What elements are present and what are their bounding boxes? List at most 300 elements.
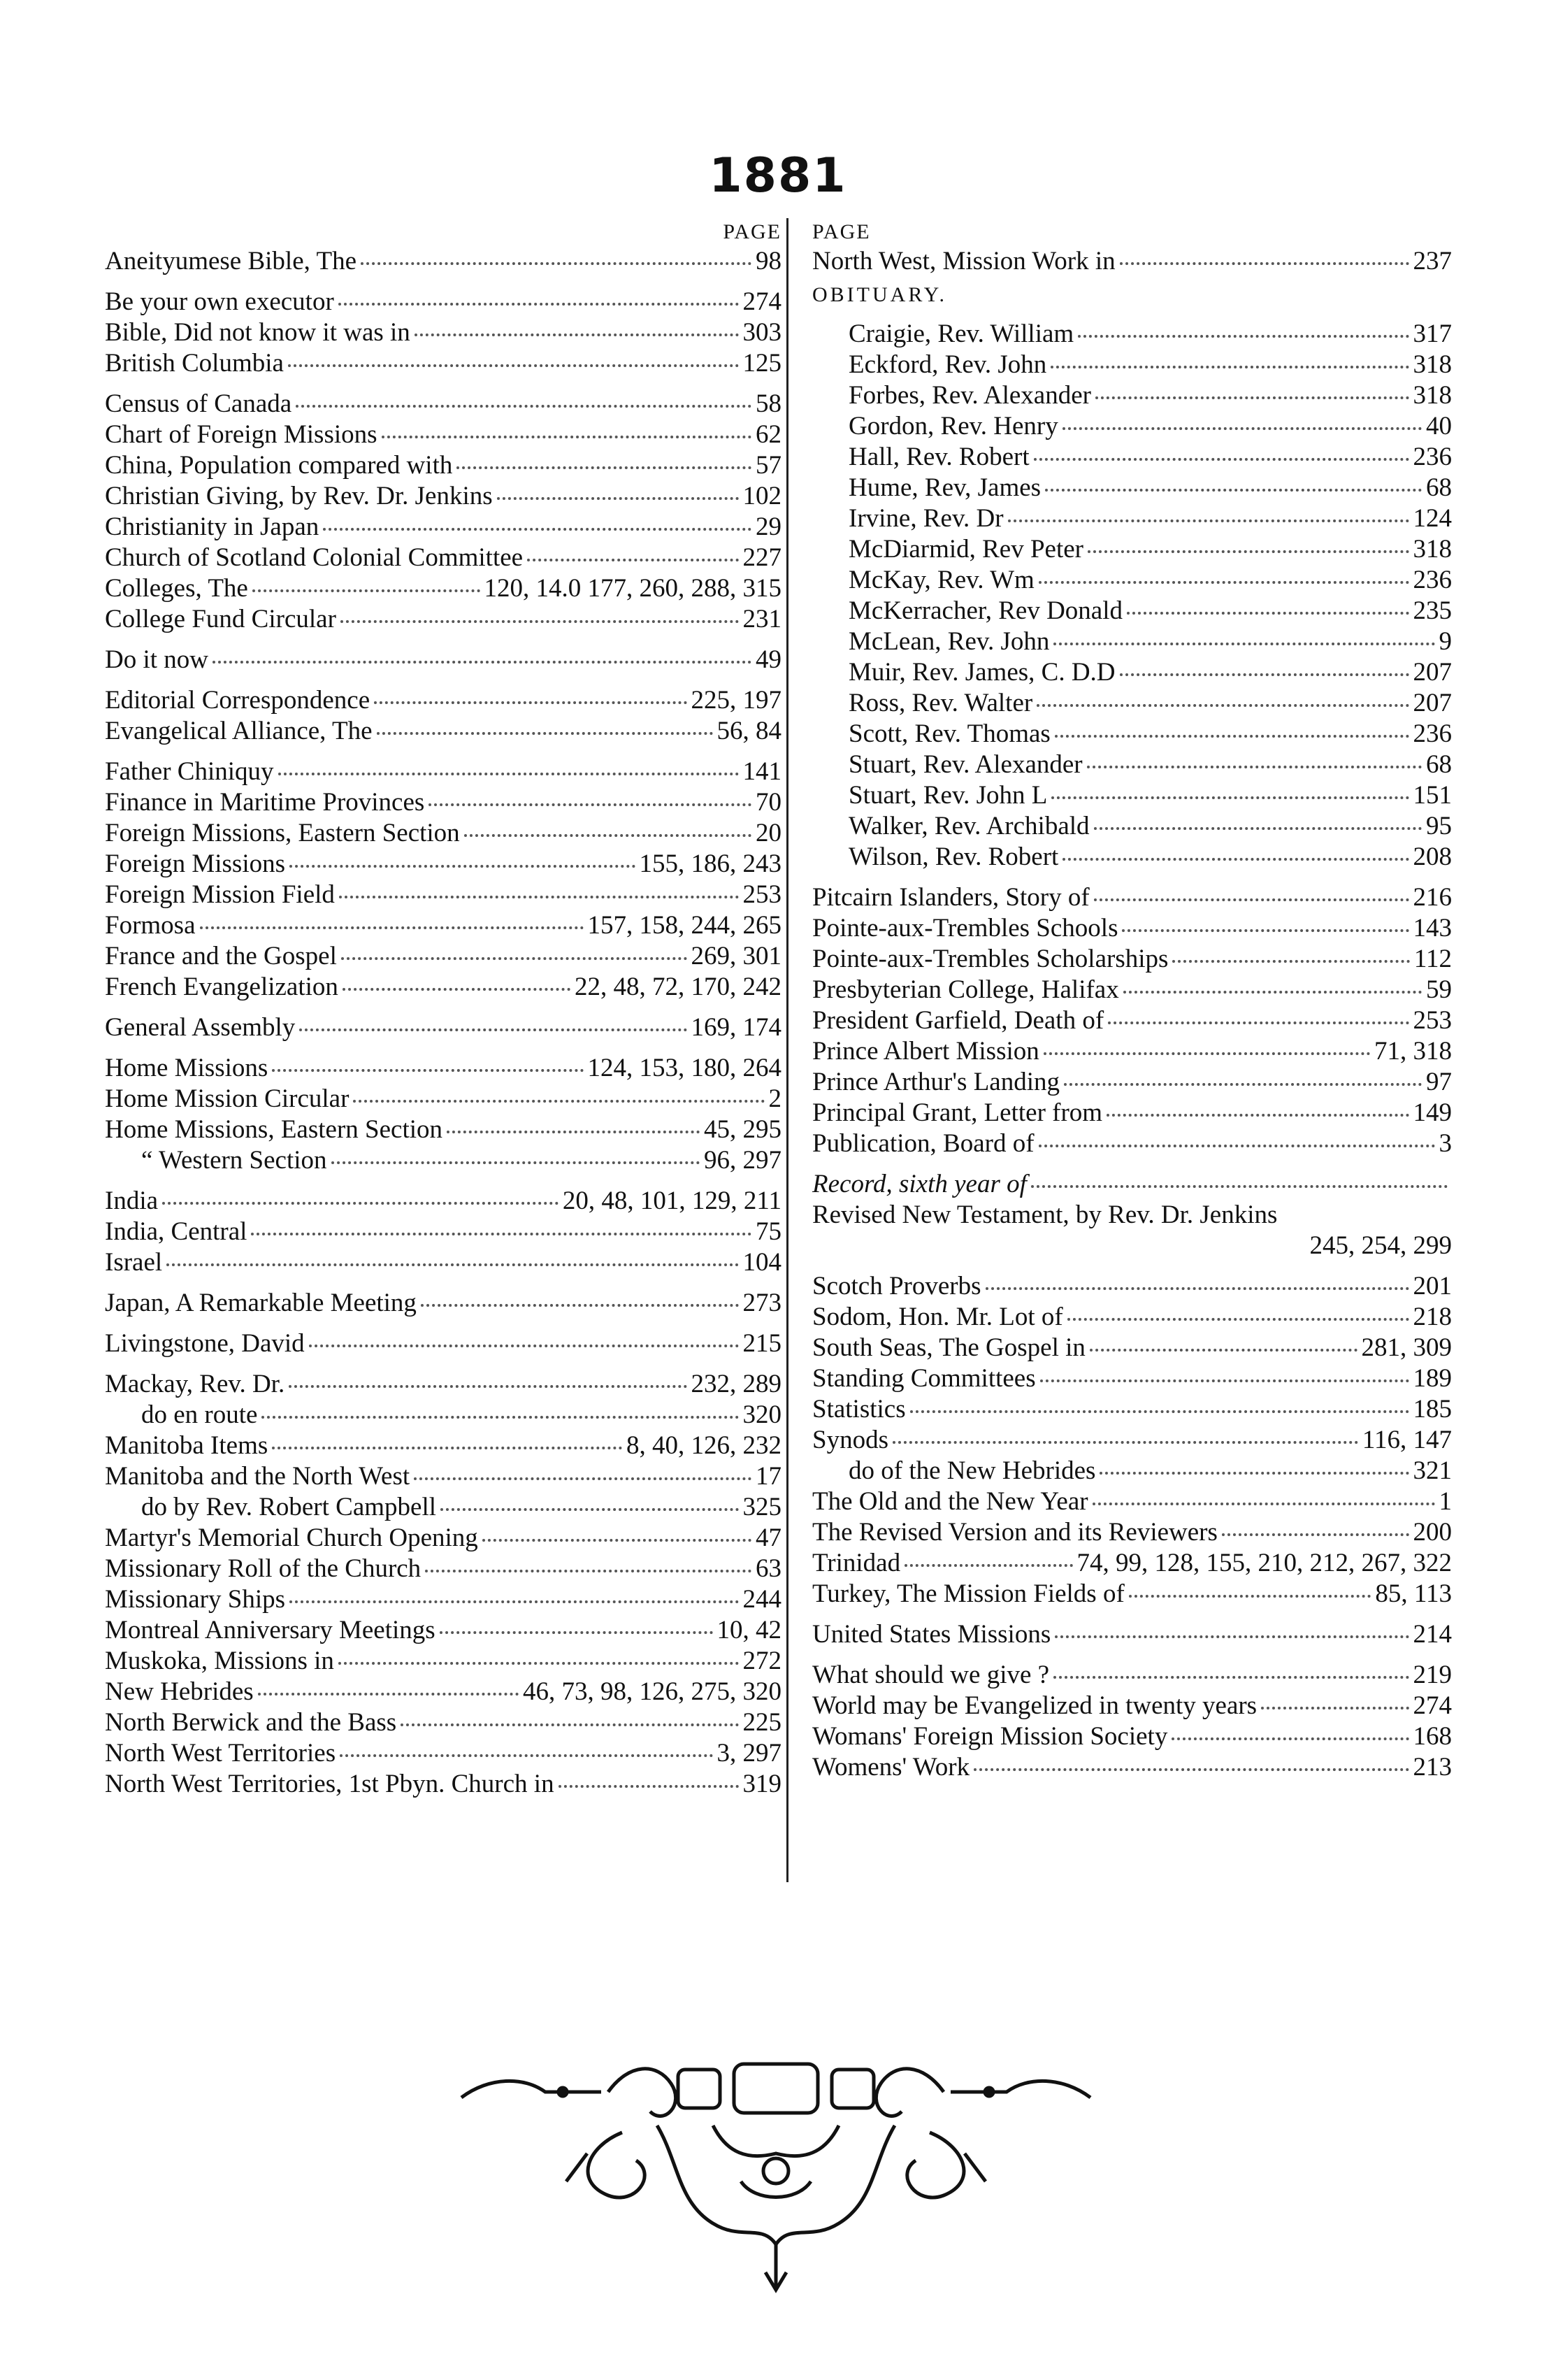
entry-pages: 219 [1413,1661,1452,1689]
index-entry [812,1302,1452,1333]
entry-pages: 303 [742,318,781,347]
entry-pages: 124, 153, 180, 264 [587,1054,781,1082]
index-entry [105,1554,781,1584]
entry-pages: 40 [1426,412,1452,440]
entry-title: Record, sixth year of [812,1170,1027,1198]
page-column-header: PAGE [723,220,781,243]
entry-title: Mackay, Rev. Dr. [105,1370,285,1398]
entry-title: Forbes, Rev. Alexander [849,381,1091,410]
entry-pages: 253 [1413,1006,1452,1035]
index-entry [812,1067,1452,1098]
dot-leader [323,528,751,531]
entry-title: Gordon, Rev. Henry [849,412,1058,440]
entry-title: Foreign Mission Field [105,880,335,909]
dot-leader [382,436,751,438]
entry-pages: 215 [742,1329,781,1358]
dot-leader [1051,796,1409,799]
entry-title: Church of Scotland Colonial Committee [105,543,524,572]
entry-title: Womens' Work [812,1753,970,1782]
dot-leader [1120,673,1409,676]
index-entry [105,1328,781,1359]
index-list-right-top [812,246,1452,277]
dot-leader [331,1161,700,1164]
entry-pages: 237 [1413,247,1452,275]
entry-title: Finance in Maritime Provinces [105,788,425,817]
entry-title: Publication, Board of [812,1129,1035,1158]
index-entry [849,350,1452,380]
index-entry [105,450,781,481]
dot-leader [272,1447,622,1449]
entry-pages: 112 [1413,945,1452,973]
index-entry [812,1691,1452,1721]
entry-pages: 120, 14.0 177, 260, 288, 315 [484,574,781,603]
entry-title: Standing Committees [812,1364,1036,1393]
dot-leader [464,834,751,837]
dot-leader [1078,335,1409,338]
index-entry [105,1707,781,1738]
dot-leader [289,865,635,868]
entry-pages: 75 [756,1217,781,1246]
index-entry [812,913,1452,944]
index-entry [105,1217,781,1247]
index-entry [105,1431,781,1461]
dot-leader [1087,766,1422,768]
entry-pages: 185 [1413,1395,1452,1424]
entry-pages: 1 [1439,1487,1452,1516]
entry-pages: 97 [1426,1068,1452,1096]
dot-leader [1062,427,1422,430]
entry-title: Pointe-aux-Trembles Scholarships [812,945,1169,973]
index-entry [105,849,781,880]
index-entry [105,757,781,787]
dot-leader [1095,396,1409,399]
entry-title: Prince Albert Mission [812,1037,1039,1066]
dot-leader [1094,898,1409,901]
index-entry [105,1053,781,1084]
entry-title: do by Rev. Robert Campbell [141,1493,437,1521]
dot-leader [415,334,739,336]
obituary-list [812,319,1452,873]
index-entry [849,319,1452,350]
dot-leader [905,1564,1072,1567]
entry-pages: 273 [742,1289,781,1317]
index-entry [105,1369,781,1400]
dot-leader [482,1539,751,1542]
dot-leader [1129,1595,1371,1598]
entry-pages: 74, 99, 128, 155, 210, 212, 267, 322 [1076,1549,1452,1577]
entry-pages: 320 [742,1400,781,1429]
index-entry [812,1098,1452,1128]
entry-title: do of the New Hebrides [849,1456,1096,1485]
entry-title: College Fund Circular [105,605,336,633]
entry-title: Stuart, Rev. Alexander [849,750,1083,779]
index-entry [105,246,781,277]
entry-pages: 269, 301 [691,942,781,970]
entry-title: General Assembly [105,1013,296,1042]
dot-leader [559,1785,739,1788]
dot-leader [278,773,739,775]
dot-leader [200,926,584,929]
index-entry [105,317,781,348]
dot-leader [1090,1349,1357,1352]
index-list-right [812,882,1452,1783]
index-entry [812,975,1452,1005]
entry-pages: 8, 40, 126, 232 [626,1431,781,1460]
entry-pages: 68 [1426,473,1452,502]
left-column [105,218,781,1800]
entry-pages: 9 [1439,627,1452,656]
index-entry [849,473,1452,503]
entry-pages: 104 [742,1248,781,1277]
entry-title: Christianity in Japan [105,512,319,541]
entry-pages: 225, 197 [691,686,781,715]
index-entry [812,1271,1452,1302]
entry-title: South Seas, The Gospel in [812,1333,1086,1362]
entry-pages: 85, 113 [1375,1579,1452,1608]
entry-pages: 59 [1426,975,1452,1004]
index-entry [105,972,781,1003]
entry-title: Chart of Foreign Missions [105,420,377,449]
dot-leader [1100,1472,1409,1475]
dot-leader [166,1263,738,1266]
entry-pages: 155, 186, 243 [639,850,781,878]
dot-leader [428,803,751,806]
entry-pages: 218 [1413,1303,1452,1331]
entry-pages: 225 [742,1708,781,1737]
entry-title: Muir, Rev. James, C. D.D [849,658,1116,687]
entry-pages: 70 [756,788,781,817]
entry-title: Missionary Roll of the Church [105,1554,422,1583]
entry-title: North West, Mission Work in [812,247,1116,275]
dot-leader [1055,735,1409,738]
entry-title: Foreign Missions, Eastern Section [105,819,460,847]
index-entry [812,1456,1452,1486]
entry-title: Craigie, Rev. William [849,320,1074,348]
entry-pages: 189 [1413,1364,1452,1393]
dot-leader [1040,1379,1409,1382]
index-entry [812,1363,1452,1394]
entry-title: Turkey, The Mission Fields of [812,1579,1125,1608]
entry-pages: 22, 48, 72, 170, 242 [575,973,781,1001]
dot-leader [1172,960,1409,963]
index-entry [105,1145,781,1176]
entry-title: Israel [105,1248,163,1277]
index-entry [812,1517,1452,1548]
index-entry [105,1769,781,1800]
dot-leader [252,589,480,592]
index-entry [105,818,781,849]
dot-leader [1127,612,1409,615]
index-entry [812,944,1452,975]
index-entry [105,787,781,818]
entry-pages: 272 [742,1647,781,1675]
index-entry [812,246,1452,277]
dot-leader [421,1304,739,1307]
entry-title: Statistics [812,1395,906,1424]
dot-leader [986,1287,1409,1290]
index-entry [812,1721,1452,1752]
index-entry [105,1084,781,1114]
index-entry [812,1486,1452,1517]
entry-pages: 3 [1439,1129,1452,1158]
entry-title: Formosa [105,911,196,940]
entry-title: France and the Gospel [105,942,337,970]
index-entry [849,842,1452,873]
index-entry [849,534,1452,565]
entry-title: Presbyterian College, Halifax [812,975,1119,1004]
dot-leader [1088,550,1409,553]
dot-leader [1261,1707,1409,1709]
dot-leader [1034,458,1409,461]
index-entry [849,503,1452,534]
entry-pages: 236 [1413,566,1452,594]
index-entry [105,941,781,972]
dot-leader [1067,1318,1409,1321]
entry-title: Manitoba Items [105,1431,268,1460]
entry-pages: 318 [1413,381,1452,410]
entry-title: McKerracher, Rev Donald [849,596,1123,625]
dot-leader [309,1345,739,1347]
entry-pages: 20 [756,819,781,847]
dot-leader [1222,1533,1409,1536]
dot-leader [447,1131,700,1133]
dot-leader [1172,1737,1409,1740]
index-entry [812,1005,1452,1036]
index-entry [105,1492,781,1523]
index-entry [105,685,781,716]
dot-leader [288,364,739,367]
dot-leader [340,620,739,623]
dot-leader [1039,581,1409,584]
index-entry [812,1128,1452,1159]
index-entry [105,420,781,450]
entry-pages: 274 [742,287,781,316]
dot-leader [258,1693,519,1696]
dot-leader [272,1069,583,1072]
dot-leader [1062,858,1409,861]
dot-leader [497,497,739,500]
index-entry [105,716,781,747]
index-entry [105,645,781,675]
entry-title: Bible, Did not know it was in [105,318,410,347]
entry-pages: 58 [756,389,781,418]
right-column [812,218,1452,1783]
dot-leader [1045,489,1422,492]
index-entry [105,287,781,317]
dot-leader [162,1202,559,1205]
entry-pages: 10, 42 [716,1616,781,1644]
entry-title: North Berwick and the Bass [105,1708,397,1737]
index-entry [105,1738,781,1769]
page-column-header-right: PAGE [812,220,871,243]
entry-title: Home Missions [105,1054,268,1082]
entry-pages: 227 [742,543,781,572]
entry-title: Pointe-aux-Trembles Schools [812,914,1118,942]
entry-title: Be your own executor [105,287,334,316]
dot-leader [261,1416,738,1419]
index-entry [812,1036,1452,1067]
entry-title: Census of Canada [105,389,292,418]
dot-leader [251,1233,751,1235]
entry-pages: 151 [1413,781,1452,810]
entry-pages: 149 [1413,1098,1452,1127]
entry-title: United States Missions [812,1620,1051,1649]
dot-leader [1051,366,1409,368]
entry-title: Livingstone, David [105,1329,305,1358]
entry-title: President Garfield, Death of [812,1006,1104,1035]
entry-pages: 71, 318 [1374,1037,1452,1066]
dot-leader [341,957,687,960]
dot-leader [338,1662,739,1665]
entry-title: Manitoba and the North West [105,1462,410,1491]
entry-title: Editorial Correspondence [105,686,370,715]
entry-title: Do it now [105,645,208,674]
index-entry [105,1461,781,1492]
entry-title: Home Mission Circular [105,1084,350,1113]
entry-title: North West Territories, 1st Pbyn. Church in [105,1770,554,1798]
entry-pages: 319 [742,1770,781,1798]
entry-pages: 236 [1413,719,1452,748]
index-entry [105,1584,781,1615]
index-entry [105,604,781,635]
index-entry [849,719,1452,750]
entry-pages: 207 [1413,658,1452,687]
entry-pages: 213 [1413,1753,1452,1782]
index-entry [812,1394,1452,1425]
entry-title: Trinidad [812,1549,901,1577]
entry-pages: 207 [1413,689,1452,717]
index-entry [105,481,781,512]
entry-title: Principal Grant, Letter from [812,1098,1103,1127]
entry-pages: 45, 295 [704,1115,781,1144]
entry-pages: 216 [1413,883,1452,912]
dot-leader [440,1508,738,1511]
entry-pages: 102 [742,482,781,510]
index-entry [105,543,781,573]
entry-title: French Evangelization [105,973,338,1001]
entry-pages: 317 [1413,320,1452,348]
index-entry [812,1200,1452,1231]
dot-leader [1037,704,1409,707]
obituary-heading: OBITUARY. [812,283,947,306]
index-entry [812,1579,1452,1610]
dot-leader [1031,1185,1448,1188]
index-entry [849,596,1452,626]
entry-title: Christian Giving, by Rev. Dr. Jenkins [105,482,493,510]
dot-leader [289,1385,686,1388]
decorative-ornament [447,2049,1104,2300]
index-entry [849,811,1452,842]
entry-title: Ross, Rev. Walter [849,689,1033,717]
index-entry [849,411,1452,442]
entry-pages: 62 [756,420,781,449]
entry-title: Montreal Anniversary Meetings [105,1616,435,1644]
index-entry [812,1619,1452,1650]
index-entry [105,1677,781,1707]
index-entry [849,750,1452,780]
entry-pages: 17 [756,1462,781,1491]
dot-leader [299,1028,686,1031]
entry-pages: 141 [742,757,781,786]
entry-pages: 3, 297 [716,1739,781,1768]
entry-pages: 47 [756,1524,781,1552]
index-entry [105,1247,781,1278]
index-entry [105,573,781,604]
dot-leader [910,1410,1409,1413]
entry-title: Walker, Rev. Archibald [849,812,1090,840]
entry-pages: 236 [1413,443,1452,471]
dot-leader [425,1570,751,1572]
entry-pages: 95 [1426,812,1452,840]
dot-leader [343,988,570,991]
entry-pages: 125 [742,349,781,378]
entry-pages: 20, 48, 101, 129, 211 [562,1187,781,1215]
entry-pages: 157, 158, 244, 265 [587,911,781,940]
dot-leader [338,303,739,306]
entry-title: Home Missions, Eastern Section [105,1115,443,1144]
entry-pages: 56, 84 [716,717,781,745]
entry-title: Synods [812,1426,888,1454]
index-entry [105,910,781,941]
dot-leader [296,405,751,408]
entry-title: Revised New Testament, by Rev. Dr. Jenkins [812,1200,1278,1229]
entry-title: do en route [141,1400,258,1429]
index-entry [849,380,1452,411]
entry-pages: 231 [742,605,781,633]
index-entry [812,1425,1452,1456]
index-entry [812,882,1452,913]
entry-title: Stuart, Rev. John L [849,781,1048,810]
entry-pages: 318 [1413,535,1452,564]
entry-pages: 325 [742,1493,781,1521]
entry-pages: 200 [1413,1518,1452,1547]
entry-title: McKay, Rev. Wm [849,566,1035,594]
dot-leader [1053,643,1434,645]
entry-title: British Columbia [105,349,284,378]
entry-pages: 57 [756,451,781,480]
index-entry [105,1615,781,1646]
dot-leader [1122,929,1409,932]
entry-pages: 63 [756,1554,781,1583]
entry-title: McDiarmid, Rev Peter [849,535,1083,564]
entry-title: Aneityumese Bible, The [105,247,356,275]
index-entry [105,512,781,543]
entry-pages: 214 [1413,1620,1452,1649]
dot-leader [1053,1676,1409,1679]
entry-title: New Hebrides [105,1677,254,1706]
index-entry [105,1186,781,1217]
index-entry [849,626,1452,657]
entry-title: What should we give ? [812,1661,1050,1689]
column-divider [786,218,788,1882]
entry-pages: 124 [1413,504,1452,533]
entry-title: Missionary Ships [105,1585,286,1614]
index-entry [105,1646,781,1677]
dot-leader [440,1631,713,1634]
entry-title: Prince Arthur's Landing [812,1068,1060,1096]
entry-title: Colleges, The [105,574,248,603]
index-entry [812,1333,1452,1363]
entry-title: Wilson, Rev. Robert [849,843,1059,871]
entry-pages: 235 [1413,596,1452,625]
index-entry [105,389,781,420]
dot-leader [377,732,713,735]
entry-title: Sodom, Hon. Mr. Lot of [812,1303,1063,1331]
entry-pages: 98 [756,247,781,275]
dot-leader [1093,1503,1435,1505]
index-entry [849,565,1452,596]
index-entry [105,1288,781,1319]
